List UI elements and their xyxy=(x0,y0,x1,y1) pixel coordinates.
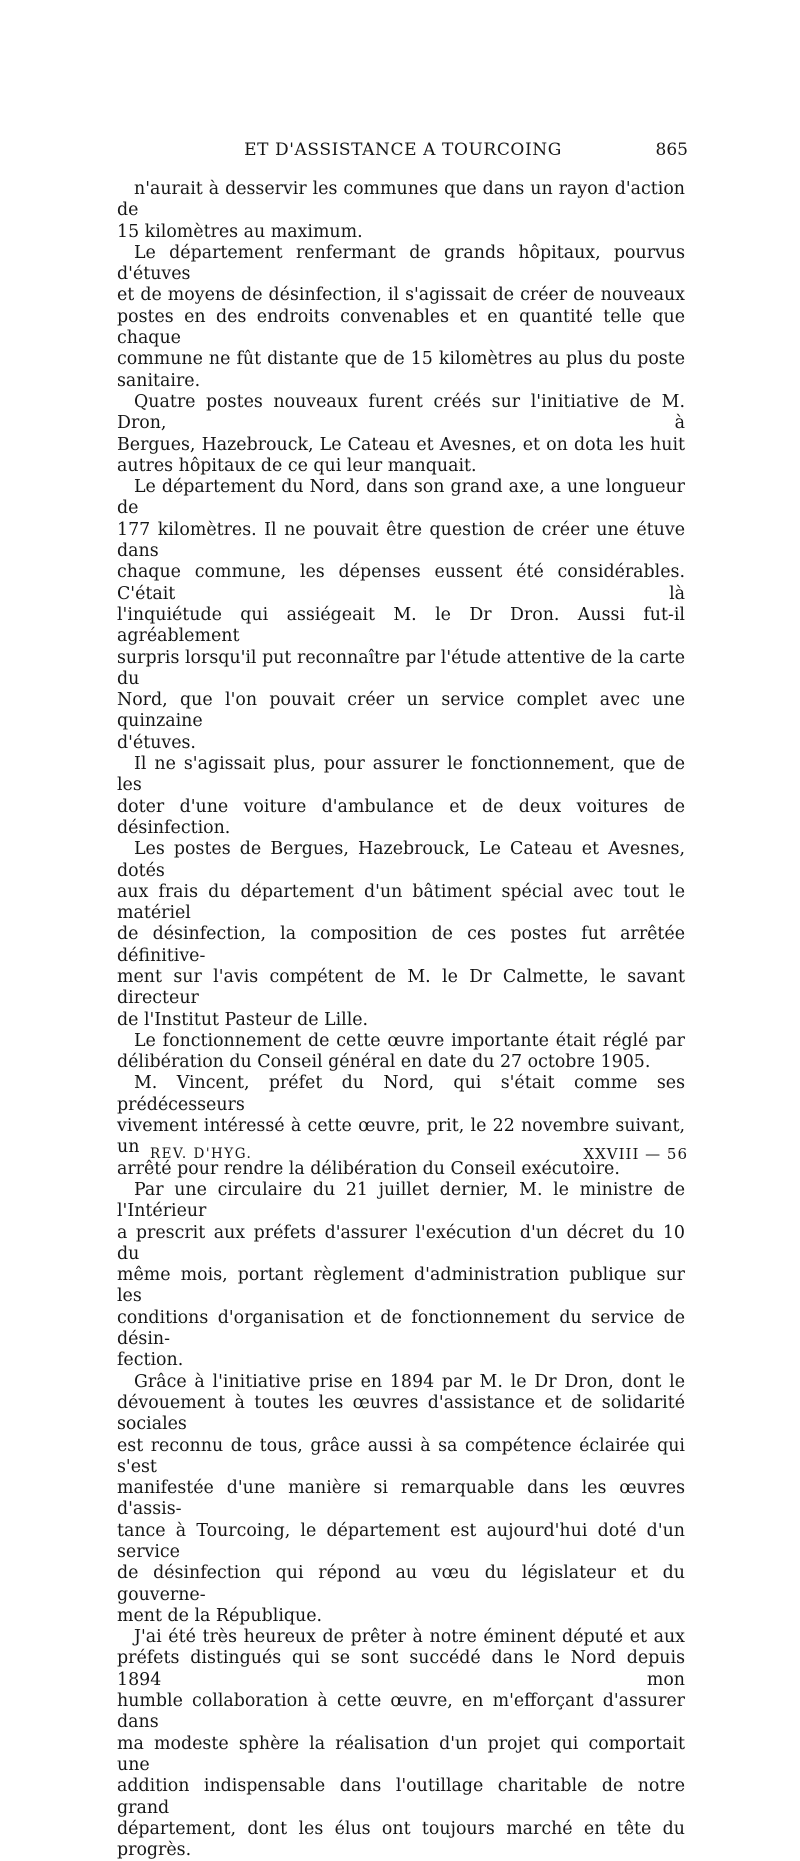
text-line: Quatre postes nouveaux furent créés sur l'initiative de M. Dron, à xyxy=(117,391,685,434)
text-line: vivement intéressé à cette œuvre, prit, le 22 novembre suivant, un xyxy=(117,1116,685,1158)
text-line: sanitaire. xyxy=(117,370,201,391)
page-footer xyxy=(150,1146,688,1170)
text-line: addition indispensable dans l'outillage charitable de notre grand xyxy=(117,1776,685,1818)
page-number: 865 xyxy=(655,140,688,160)
text-line: l'inquiétude qui assiégeait M. le Dr Dron. Aussi fut-il agréablement xyxy=(117,604,685,647)
text-line: délibération du Conseil général en date du 27 octobre 1905. xyxy=(117,1052,651,1073)
text-line: doter d'une voiture d'ambulance et de deux voitures de désinfection. xyxy=(117,796,685,838)
paragraph xyxy=(117,179,685,243)
text-line: dévouement à toutes les œuvres d'assistance et de solidarité sociales xyxy=(117,1392,685,1435)
text-line: même mois, portant règlement d'administration publique sur les xyxy=(117,1265,685,1307)
text-line: humble collaboration à cette œuvre, en m'efforçant d'assurer dans xyxy=(117,1691,685,1733)
paragraph xyxy=(117,1627,685,1861)
text-line: Bergues, Hazebrouck, Le Cateau et Avesnes, et on dota les huit xyxy=(117,434,685,455)
text-line: aux frais du département d'un bâtiment spécial avec tout le matériel xyxy=(117,881,685,924)
text-line: 15 kilomètres au maximum. xyxy=(117,221,363,242)
text-line: Grâce à l'initiative prise en 1894 par M. le Dr Dron, dont le xyxy=(134,1371,685,1392)
text-line: est reconnu de tous, grâce aussi à sa compétence éclairée qui s'est xyxy=(117,1435,685,1477)
text-line: de désinfection, la composition de ces postes fut arrêtée définitive- xyxy=(117,924,685,966)
text-line: M. Vincent, préfet du Nord, qui s'était comme ses prédécesseurs xyxy=(117,1073,685,1115)
text-line: Les postes de Bergues, Hazebrouck, Le Cateau et Avesnes, dotés xyxy=(117,839,685,881)
running-header xyxy=(118,140,688,164)
text-line: Il ne s'agissait plus, pour assurer le fonctionnement, que de les xyxy=(117,754,685,796)
paragraph xyxy=(117,243,685,392)
text-line: de désinfection qui répond au vœu du législateur et du gouverne- xyxy=(117,1563,685,1605)
text-line: conditions d'organisation et de fonctionnement du service de désin- xyxy=(117,1307,685,1350)
text-line: et de moyens de désinfection, il s'agissait de créer de nouveaux xyxy=(117,285,685,306)
text-line: département, dont les élus ont toujours marché en tête du progrès. xyxy=(117,1818,685,1861)
text-line: chaque commune, les dépenses eussent été considérables. C'était là xyxy=(117,562,685,604)
text-line: Le département renfermant de grands hôpitaux, pourvus d'étuves xyxy=(117,242,685,285)
text-line: de l'Institut Pasteur de Lille. xyxy=(117,1009,369,1030)
text-line: n'aurait à desservir les communes que dans un rayon d'action de xyxy=(117,179,685,221)
paragraph xyxy=(117,1372,685,1628)
text-line: préfets distingués qui se sont succédé dans le Nord depuis 1894 mon xyxy=(117,1648,685,1690)
journal-signature: REV. D'HYG. xyxy=(150,1146,253,1162)
paragraph xyxy=(117,839,685,1031)
text-line: ment de la République. xyxy=(117,1605,323,1626)
running-title: ET D'ASSISTANCE A TOURCOING xyxy=(244,140,562,160)
text-line: Le fonctionnement de cette œuvre importante était réglé par xyxy=(134,1030,685,1051)
body-text xyxy=(117,179,685,1861)
text-line: Nord, que l'on pouvait créer un service complet avec une quinzaine xyxy=(117,690,685,732)
text-line: arrêté pour rendre la délibération du Conseil exécutoire. xyxy=(117,1158,620,1179)
text-line: a prescrit aux préfets d'assurer l'exécution d'un décret du 10 du xyxy=(117,1222,685,1264)
text-line: tance à Tourcoing, le département est aujourd'hui doté d'un service xyxy=(117,1520,685,1562)
text-line: postes en des endroits convenables et en quantité telle que chaque xyxy=(117,306,685,349)
text-line: commune ne fût distante que de 15 kilomètres au plus du poste xyxy=(117,349,685,370)
text-line: Par une circulaire du 21 juillet dernier, M. le ministre de l'Intérieur xyxy=(117,1179,685,1222)
paragraph xyxy=(117,477,685,754)
text-line: 177 kilomètres. Il ne pouvait être question de créer une étuve dans xyxy=(117,519,685,562)
text-line: J'ai été très heureux de prêter à notre éminent député et aux xyxy=(134,1627,685,1648)
text-line: surpris lorsqu'il put reconnaître par l'étude attentive de la carte du xyxy=(117,647,685,689)
paragraph xyxy=(117,754,685,839)
text-line: fection. xyxy=(117,1350,184,1371)
paragraph xyxy=(117,392,685,477)
text-line: Le département du Nord, dans son grand axe, a une longueur de xyxy=(117,477,685,519)
paragraph xyxy=(117,1180,685,1372)
text-line: d'étuves. xyxy=(117,732,196,753)
text-line: ma modeste sphère la réalisation d'un projet qui comportait une xyxy=(117,1733,685,1775)
text-line: manifestée d'une manière si remarquable dans les œuvres d'assis- xyxy=(117,1478,685,1520)
paragraph xyxy=(117,1031,685,1074)
volume-signature: XXVIII — 56 xyxy=(583,1145,688,1163)
text-line: autres hôpitaux de ce qui leur manquait. xyxy=(117,455,477,476)
text-line: ment sur l'avis compétent de M. le Dr Calmette, le savant directeur xyxy=(117,966,685,1009)
